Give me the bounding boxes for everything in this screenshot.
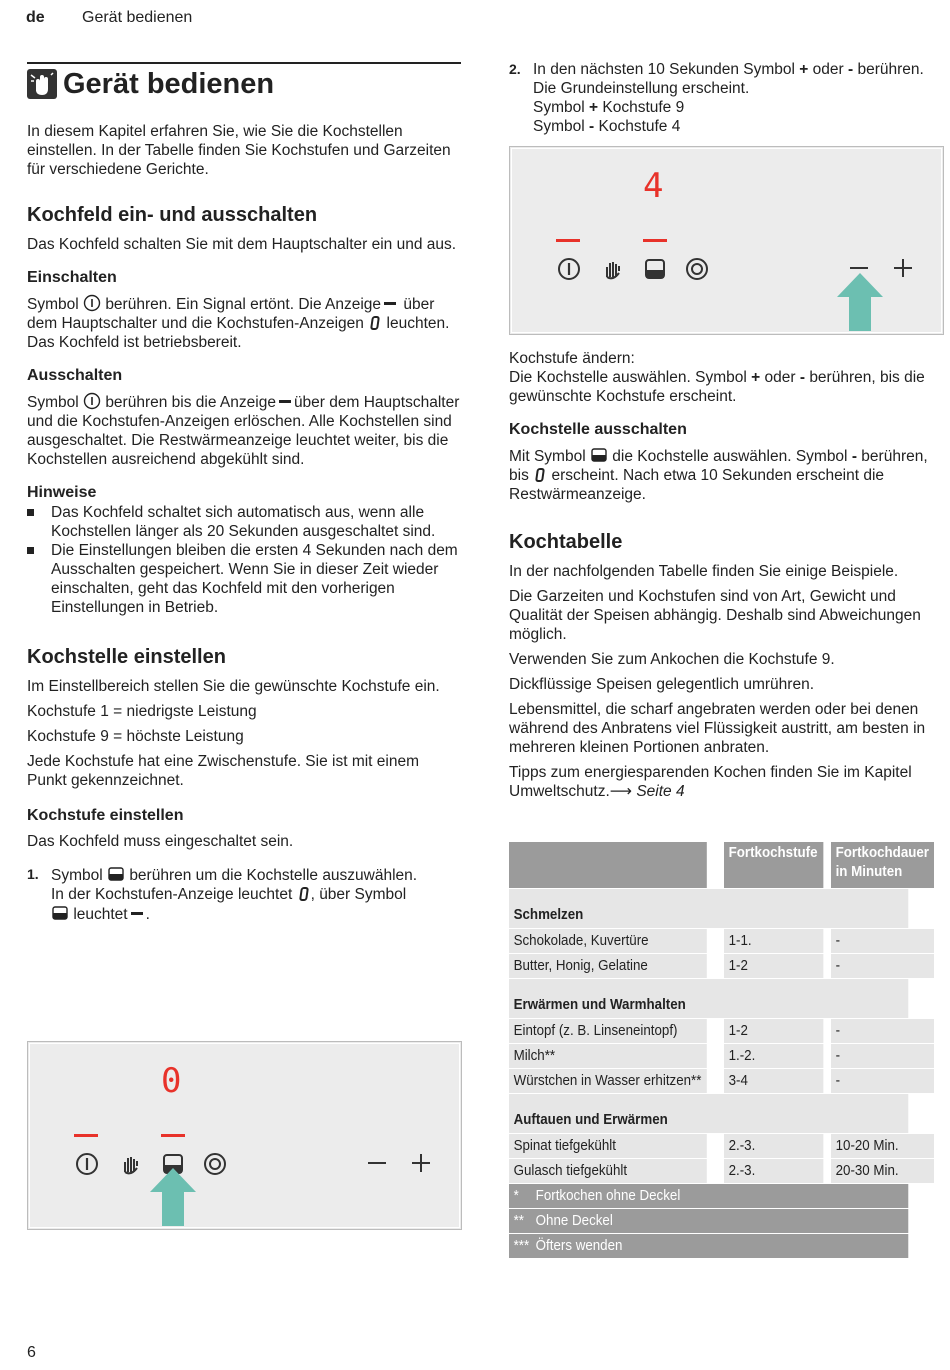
table-section-row: Erwärmen und Warmhalten — [509, 979, 943, 1019]
panel-display-digit: 0 — [161, 1061, 182, 1101]
list-item: Die Einstellungen bleiben die ersten 4 Sekunden nach dem Ausschalten gespeichert. Wenn Sie in dieser Zeit wieder einschalten, geht das Kochfeld mit den vorherigen Einstellungen in Betrieb. — [27, 541, 461, 617]
intro-text: In diesem Kapitel erfahren Sie, wie Sie die Kochstellen einstellen. In der Tabelle finden Sie Kochstufen und Garzeiten für verschiedene Gerichte. — [27, 123, 451, 178]
table-header-cell: Fortkochstufe — [724, 842, 823, 889]
control-panel-illustration — [509, 146, 944, 335]
list-item: Das Kochfeld schaltet sich automatisch aus, wenn alle Kochstellen länger als 20 Sekunden ausgeschaltet sind. — [27, 503, 461, 541]
step-number: 1. — [27, 866, 39, 882]
power-icon — [83, 294, 101, 312]
kochstelle-text: Im Einstellbereich stellen Sie die gewünschte Kochstufe ein. — [27, 678, 440, 695]
table-row: Schokolade, Kuvertüre 1-1. - — [509, 929, 943, 954]
timer-icon — [685, 257, 709, 281]
step-number: 2. — [509, 61, 521, 77]
power-icon — [557, 257, 581, 281]
ausschalten-text: Symbol berühren bis die Anzeige über dem Hauptschalter und die Kochstufen-Anzeigen erlöschen. Alle Kochstellen sind ausgeschaltet. Die Restwärmeanzeige leuchtet weiter, bis die Kochstellen ausreichend abgekühlt sind. — [27, 394, 460, 468]
indicator-line — [161, 1134, 185, 1137]
zero-digit-icon — [299, 887, 309, 901]
kochtabelle-p3: Verwenden Sie zum Ankochen die Kochstufe 9. — [509, 651, 835, 668]
table-row: Butter, Honig, Gelatine 1-2 - — [509, 954, 943, 979]
einschalten-title: Einschalten — [27, 269, 117, 286]
kochtabelle-p5: Lebensmittel, die scharf angebraten werden oder bei denen während des Anbratens viel Flüssigkeit austritt, am besten in mehreren kleinen Portionen anbraten. — [509, 701, 926, 756]
indicator-dash-icon — [279, 400, 291, 403]
hotplate-select-icon — [590, 446, 608, 464]
hotplate-select-icon — [643, 257, 667, 281]
page-number: 6 — [27, 1344, 36, 1361]
table-row: Würstchen in Wasser erhitzen** 3-4 - — [509, 1069, 943, 1094]
hotplate-select-icon — [51, 904, 69, 922]
ausschalten-title: Ausschalten — [27, 367, 123, 384]
header-title: Gerät bedienen — [82, 9, 193, 26]
panel-display-digit: 4 — [643, 166, 664, 206]
section-text-onoff: Das Kochfeld schalten Sie mit dem Hauptschalter ein und aus. — [27, 236, 457, 253]
timer-icon — [203, 1152, 227, 1176]
arrow-up-icon — [148, 1166, 198, 1228]
table-footnote-row: ** Ohne Deckel — [509, 1209, 943, 1234]
zero-digit-icon — [370, 316, 380, 330]
table-footnote-row: *** Öfters wenden — [509, 1234, 943, 1259]
left-column — [27, 62, 461, 924]
plus-icon — [410, 1152, 432, 1174]
chapter-heading — [27, 62, 461, 102]
table-header-cell — [509, 842, 706, 889]
kochtabelle-p1: In der nachfolgenden Tabelle finden Sie einige Beispiele. — [509, 563, 899, 580]
hotplate-select-icon — [107, 865, 125, 883]
einschalten-text: Symbol berühren. Ein Signal ertönt. Die Anzeige über dem Hauptschalter und die Kochstufen-Anzeigen leuchten. Das Kochfeld ist betriebsbereit. — [27, 296, 450, 351]
kochstufe-einstellen-title: Kochstufe einstellen — [27, 807, 184, 824]
kochstufe-aendern-text: Kochstufe ändern: Die Kochstelle auswählen. Symbol + oder - berühren, bis die gewünschte Kochstufe erscheint. — [509, 350, 925, 405]
table-row: Spinat tiefgekühlt 2.-3. 10-20 Min. — [509, 1134, 943, 1159]
indicator-line — [74, 1134, 98, 1137]
power-icon — [75, 1152, 99, 1176]
section-title-onoff: Kochfeld ein- und ausschalten — [27, 204, 318, 226]
header-language: de — [26, 9, 45, 26]
step-1: 1. Symbol berühren um die Kochstelle auszuwählen. In der Kochstufen-Anzeige leuchtet , über Symbol leuchtet . — [27, 866, 418, 923]
minus-icon — [366, 1152, 388, 1174]
step-2: 2. In den nächsten 10 Sekunden Symbol + oder - berühren. Die Grundeinstellung erscheint. Symbol + Kochstufe 9 Symbol - Kochstufe 4 — [509, 61, 924, 135]
table-section-row: Auftauen und Erwärmen — [509, 1094, 943, 1134]
kochtabelle-p2: Die Garzeiten und Kochstufen sind von Art, Gewicht und Qualität der Speisen abhängig. Deshalb sind Abweichungen möglich. — [509, 588, 921, 643]
arrow-right-icon: ⟶ — [609, 783, 633, 800]
zwischenstufe-text: Jede Kochstufe hat eine Zwischenstufe. Sie ist mit einem Punkt gekennzeichnet. — [27, 753, 420, 789]
hand-touch-icon — [27, 69, 57, 99]
child-lock-hand-icon — [601, 257, 625, 281]
hinweise-list — [27, 503, 461, 617]
kochtabelle-title: Kochtabelle — [509, 531, 623, 553]
kochtabelle-p4: Dickflüssige Speisen gelegentlich umrühren. — [509, 676, 814, 693]
indicator-dash-icon — [131, 912, 143, 915]
cooking-table — [509, 842, 943, 1259]
power-icon — [83, 392, 101, 410]
section-title-kochstelle: Kochstelle einstellen — [27, 646, 226, 668]
kochstelle-ausschalten-text: Mit Symbol die Kochstelle auswählen. Symbol - berühren, bis erscheint. Nach etwa 10 Sekunden erscheint die Restwärmeanzeige. — [509, 448, 928, 503]
indicator-line — [643, 239, 667, 242]
arrow-up-icon — [835, 271, 885, 333]
kochstufe-max-text: Kochstufe 9 = höchste Leistung — [27, 728, 244, 745]
page-reference-link[interactable]: Seite 4 — [636, 783, 685, 800]
kochstufe-min-text: Kochstufe 1 = niedrigste Leistung — [27, 703, 257, 720]
table-footnote-row: * Fortkochen ohne Deckel — [509, 1184, 943, 1209]
right-column-lower — [509, 349, 943, 801]
table-row: Gulasch tiefgekühlt 2.-3. 20-30 Min. — [509, 1159, 943, 1184]
child-lock-hand-icon — [119, 1152, 143, 1176]
indicator-line — [556, 239, 580, 242]
kochstelle-ausschalten-title: Kochstelle ausschalten — [509, 421, 687, 438]
table-row: Eintopf (z. B. Linseneintopf) 1-2 - — [509, 1019, 943, 1044]
zero-digit-icon — [535, 468, 545, 482]
table-header-row — [509, 842, 943, 889]
table-section-row: Schmelzen — [509, 889, 943, 929]
indicator-dash-icon — [384, 302, 396, 305]
right-column — [509, 60, 943, 136]
chapter-title: Gerät bedienen — [63, 68, 275, 100]
kochstufe-einstellen-text: Das Kochfeld muss eingeschaltet sein. — [27, 833, 294, 850]
control-panel-illustration — [27, 1041, 462, 1230]
plus-icon — [892, 257, 914, 279]
table-row: Milch** 1.-2. - — [509, 1044, 943, 1069]
table-header-cell: Fortkochdauer in Minuten — [831, 842, 934, 889]
hinweise-title: Hinweise — [27, 484, 97, 501]
kochtabelle-p6: Tipps zum energiesparenden Kochen finden Sie im Kapitel Umweltschutz.⟶ Seite 4 — [509, 764, 912, 800]
